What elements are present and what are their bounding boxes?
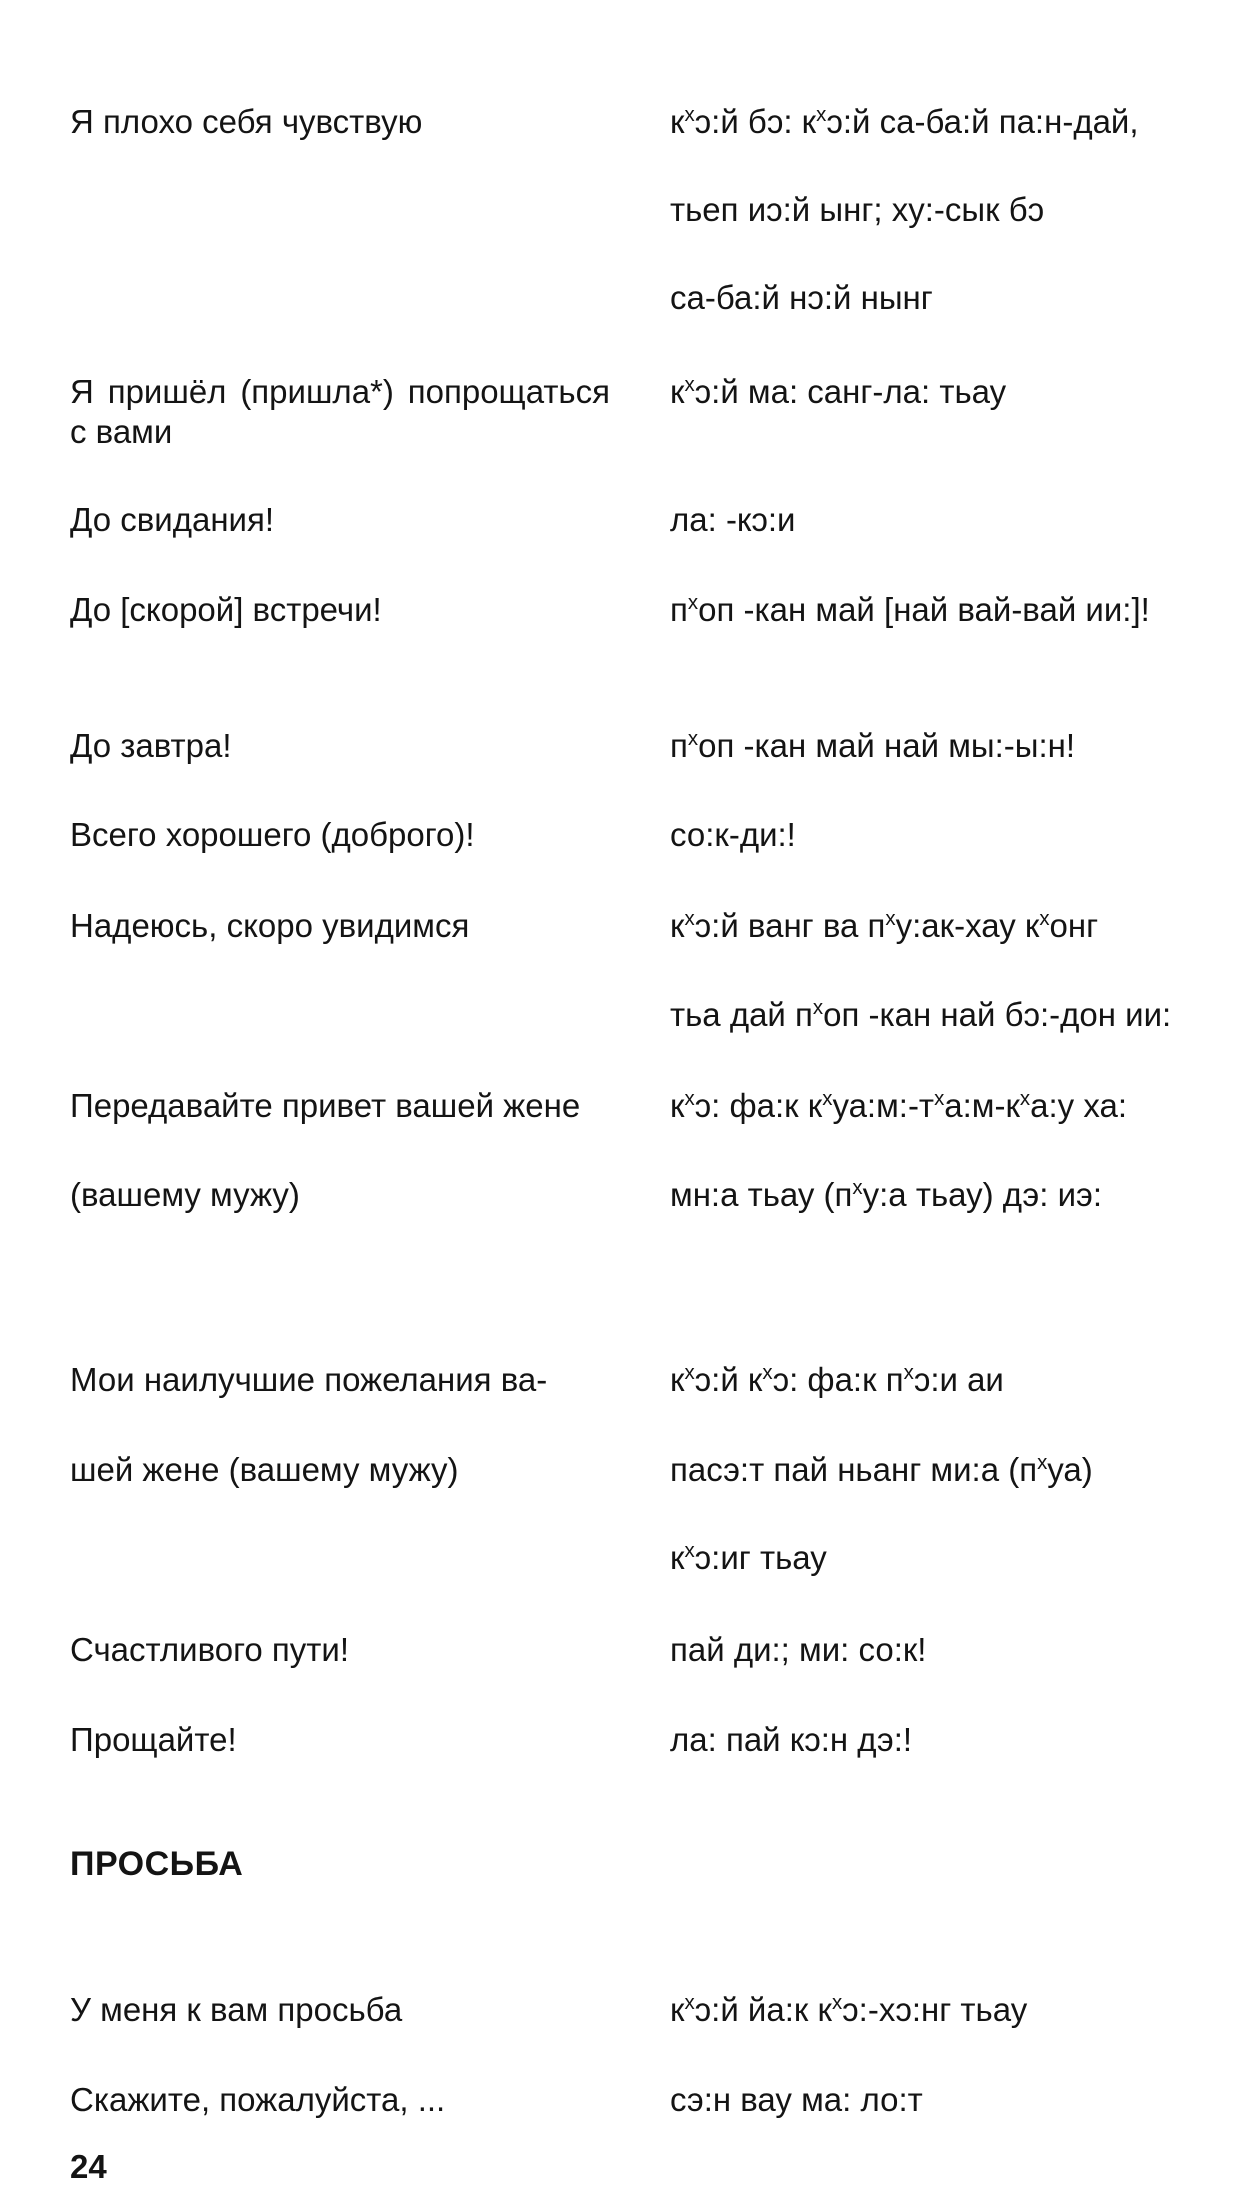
transliteration-line: пасэ:т пай ньанг ми:а $(п^xуа)$: [670, 1451, 1093, 1488]
page-number: 24: [70, 2148, 107, 2185]
transliteration-line: $к^xɔ:й$ йа:к $к^xɔ:-хɔ:нг$ тьау: [670, 1991, 1028, 2028]
russian-phrase: Скажите, пожалуйста, ...: [70, 2081, 446, 2118]
russian-phrase: (вашему мужу): [70, 1176, 300, 1213]
transliteration-line: сэ:н вау ма: ло:т: [670, 2081, 923, 2118]
russian-phrase: Счастливого пути!: [70, 1631, 350, 1668]
transliteration-line: пай ди:; ми: со:к!: [670, 1631, 927, 1668]
russian-phrase: До [скорой] встречи!: [70, 591, 382, 628]
transliteration-line: ла: -кɔ:и: [670, 501, 796, 538]
transliteration-line: са-ба:й нɔ:й нынг: [670, 279, 933, 316]
transliteration-line: мн:а тьау ($п^xу:а$ тьау) дэ: иэ:: [670, 1176, 1103, 1213]
russian-phrase: Мои наилучшие пожелания ва-: [70, 1361, 548, 1398]
russian-phrase: У меня к вам просьба: [70, 1991, 403, 2028]
transliteration-line: $к^xɔ:й$ ванг ва $п^xу:ак$-хау $к^xонг$: [670, 907, 1099, 944]
russian-phrase: Я пришёл (пришла*) попрощаться с вами: [70, 373, 610, 450]
transliteration-line: со:к-ди:!: [670, 816, 796, 853]
transliteration-line: $к^xɔ:й$ $к^xɔ$: фа:к $п^xɔ:и$ аи: [670, 1361, 1004, 1398]
transliteration-line: $к^xɔ$: фа:к $к^xуа:м:-т^xа:м-к^xа:у$ ха:: [670, 1087, 1127, 1124]
transliteration-line: $к^xɔ:иг$ тьау: [670, 1539, 827, 1576]
transliteration-line: $к^xɔ:й$ бɔ: $к^xɔ:й$ са-ба:й па:н-дай,: [670, 103, 1139, 140]
russian-phrase: Всего хорошего (доброго)!: [70, 816, 475, 853]
russian-phrase: Прощайте!: [70, 1721, 237, 1758]
russian-phrase: До завтра!: [70, 727, 232, 764]
transliteration-line: тьа дай $п^xоп$ -кан най бɔ:-дон ии:: [670, 996, 1172, 1033]
section-heading: ПРОСЬБА: [70, 1845, 244, 1883]
russian-phrase: Я плохо себя чувствую: [70, 103, 423, 140]
transliteration-line: ла: пай кɔ:н дэ:!: [670, 1721, 913, 1758]
russian-phrase: шей жене (вашему мужу): [70, 1451, 459, 1488]
transliteration-line: тьеп иɔ:й ынг; ху:-сык бɔ: [670, 191, 1045, 228]
transliteration-line: $п^xоп$ -кан май най мы:-ы:н!: [670, 727, 1076, 764]
russian-phrase: Надеюсь, скоро увидимся: [70, 907, 470, 944]
transliteration-line: $п^xоп$ -кан май [най вай-вай ии:]!: [670, 591, 1150, 628]
russian-phrase: До свидания!: [70, 501, 275, 538]
transliteration-line: $к^xɔ:й$ ма: санг-ла: тьау: [670, 373, 1007, 410]
russian-phrase: Передавайте привет вашей жене: [70, 1087, 581, 1124]
